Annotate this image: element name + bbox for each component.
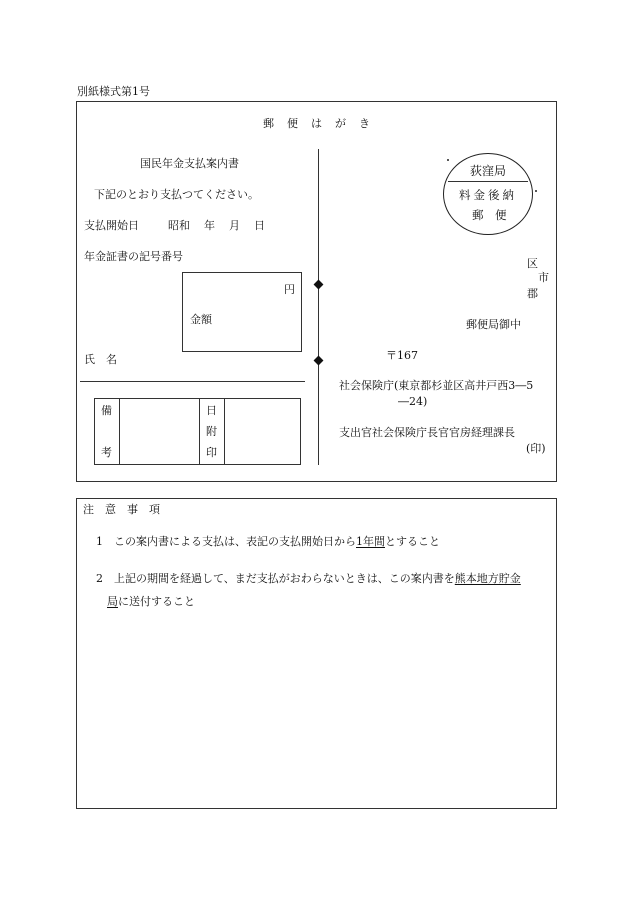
postal-code: 〒167: [386, 349, 418, 362]
note-1-period: 1年間: [356, 535, 385, 548]
post-office-label: 郵便局御中: [466, 318, 521, 331]
date-stamp-char-1: 日: [206, 404, 217, 417]
start-date-label: 支払開始日: [84, 219, 139, 232]
remarks-divider-2: [199, 398, 200, 465]
stamp-line-1: 料金後納: [459, 188, 517, 202]
note-2-text-line-2: [107, 596, 195, 607]
note-1-text: [114, 536, 440, 547]
remarks-char-2: 考: [101, 446, 112, 459]
note-1-lead: この案内書による支払は、表記の支払開始日から: [114, 535, 356, 548]
sender-line-2: ―24): [398, 395, 428, 408]
seal-mark: (印): [526, 442, 546, 455]
center-divider: [318, 149, 319, 465]
payer-name: 社会保険庁長官官房経理課長: [372, 426, 515, 439]
stamp-line-2: 郵 便: [472, 208, 507, 222]
remarks-divider-1: [119, 398, 120, 465]
stamp-speck-right: [535, 190, 537, 192]
start-date-month: 月: [229, 219, 240, 232]
note-2-text-line-1: [114, 573, 521, 584]
note-2-office-a: 熊本地方貯金: [454, 572, 521, 585]
remarks-box: [94, 398, 301, 465]
note-2-office-b: 局: [107, 595, 118, 608]
cert-number-label: 年金証書の記号番号: [84, 250, 183, 263]
form-label: 別紙様式第1号: [77, 85, 150, 98]
stamp-speck-left: [447, 159, 449, 161]
ward-label: 区: [527, 257, 538, 270]
notice-line: 下記のとおり支払つてください。: [94, 188, 259, 201]
amount-label: 金額: [190, 313, 212, 326]
name-underline: [80, 381, 305, 382]
start-date-year: 年: [204, 219, 215, 232]
stamp-divider: [448, 181, 528, 182]
sender-line-1: 社会保険庁(東京都杉並区高井戸西3―5: [339, 379, 534, 392]
remarks-divider-3: [224, 398, 225, 465]
notes-title: 注 意 事 項: [83, 503, 160, 516]
note-1-tail: とすること: [385, 535, 440, 548]
payer-label: 支出官: [339, 426, 372, 439]
date-stamp-char-2: 附: [206, 425, 217, 438]
postcard-header: 郵 便 は が き: [263, 117, 371, 130]
note-2-number: 2: [96, 572, 103, 585]
county-label: 郡: [527, 287, 538, 300]
notice-title: 国民年金支払案内書: [140, 157, 239, 170]
start-date-day: 日: [254, 219, 265, 232]
note-2-tail: に送付すること: [118, 595, 195, 608]
date-stamp-char-3: 印: [206, 446, 217, 459]
note-1-number: 1: [96, 535, 103, 548]
name-label: 氏 名: [84, 353, 117, 366]
stamp-office: 荻窪局: [470, 164, 507, 178]
note-2-lead: 上記の期間を経過して、まだ支払がおわらないときは、この案内書を: [114, 572, 455, 585]
remarks-char-1: 備: [101, 404, 112, 417]
start-date-era: 昭和: [168, 219, 190, 232]
city-label: 市: [538, 271, 549, 284]
yen-label: 円: [284, 283, 295, 296]
